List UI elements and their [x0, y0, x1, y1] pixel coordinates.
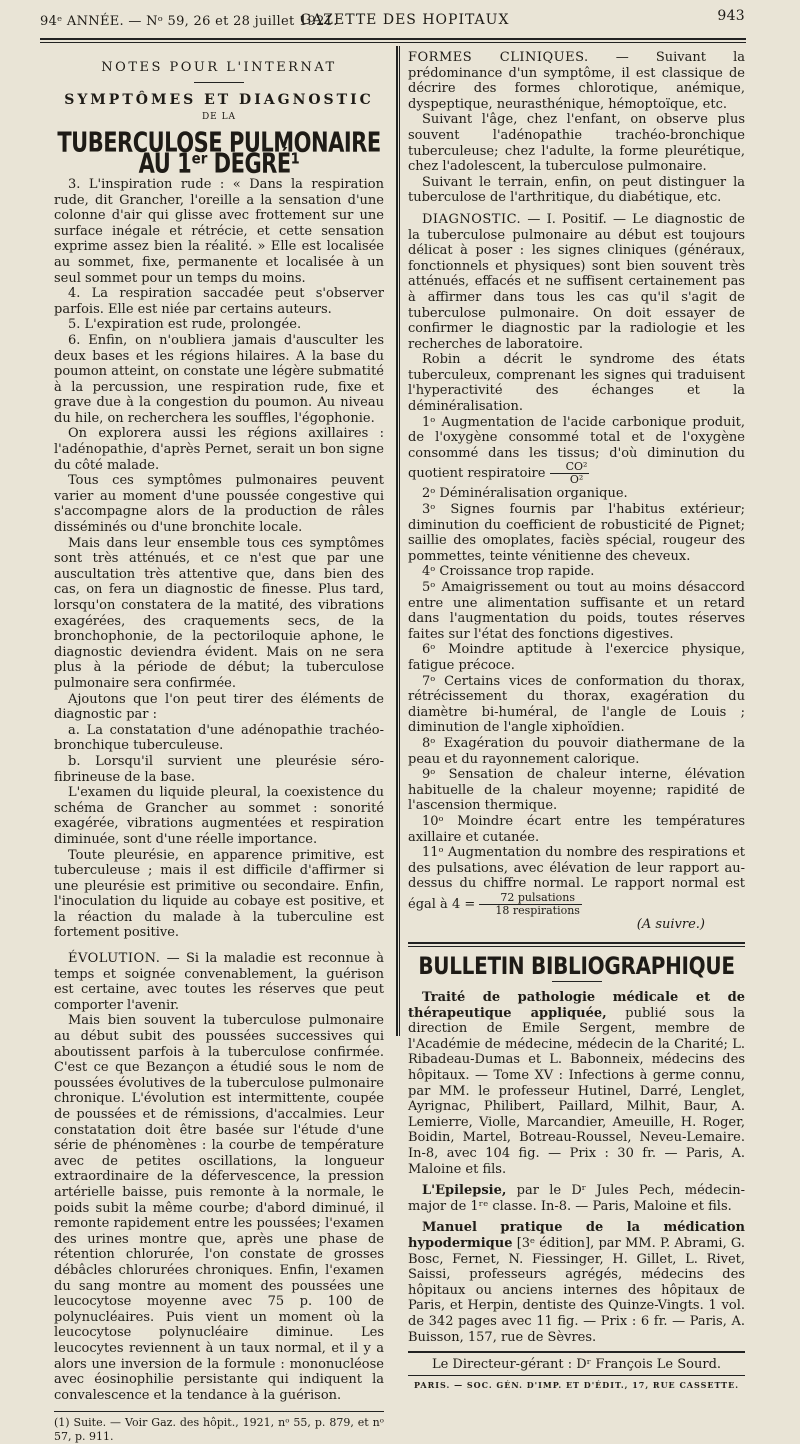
header-rule-thin [40, 42, 746, 43]
bulletin-rule [408, 942, 745, 944]
bulletin-rule-thin [408, 946, 745, 947]
director-line: Le Directeur-gérant : Dʳ François Le Sourd. [431, 1357, 722, 1373]
symptom-text: 1ᵒ Augmentation de l'acide carbonique produit, de l'oxygène consommé total et de l'oxygène consommé dans les tissus; d'où diminution du quotient respiratoire [408, 414, 745, 482]
footnote: (1) Suite. — Voir Gaz. des hôpit., 1921, nᵒ 55, p. 879, et nᵒ 57, p. 911. [54, 1416, 384, 1444]
title-rule [194, 82, 244, 83]
paragraph-diagnostic [408, 212, 745, 352]
bibliography-entry [408, 1183, 745, 1214]
evolution-label: ÉVOLUTION. [68, 951, 161, 967]
notes-title: NOTES POUR L'INTERNAT [101, 60, 337, 75]
printer-line: PARIS. — SOC. GÉN. D'IMP. ET D'ÉDIT., 17, RUE CASSETTE. [413, 1379, 739, 1390]
footnote-rule [54, 1411, 384, 1412]
to-be-continued: (A suivre.) [636, 916, 705, 932]
symptom-item: 4ᵒ Croissance trop rapide. [422, 564, 595, 580]
symptom-item: 2ᵒ Déminéralisation organique. [422, 486, 628, 502]
bulletin-title: BULLETIN BIBLIOGRAPHIQUE [418, 951, 735, 981]
diagnostic-text: — I. Positif. — Le diagnostic de la tuberculose pulmonaire au début est toujours délicat à poser : les signes cliniques (généraux, fonctionnels et physiques) sont bien souvent très atténués, effacés et ne suffisent certainement pas à affirmer dans tous les cas qu'il s'agit de tuberculose pulmonaire. On doit essayer de confirmer le diagnostic par la radiologie et les recherches de laboratoire. [408, 211, 745, 352]
symptom-text: 11ᵒ Augmentation du nombre des respirations et des pulsations, avec élévation de leur rapport au-dessus du chiffre normal. Le rapport normal est égal à 4 = [408, 845, 745, 912]
paragraph: Suivant le terrain, enfin, on peut distinguer la tuberculose de l'arthritique, du diabétique, etc. [408, 174, 745, 206]
symptom-item: 9ᵒ Sensation de chaleur interne, élévation habituelle de la chaleur moyenne; rapidité de l'ascension thermique. [408, 767, 745, 814]
symptom-item: 7ᵒ Certains vices de conformation du thorax, rétrécissement du thorax, exagération du diamètre bi-huméral, de l'angle de Louis ; diminution de l'angle xiphoïdien. [408, 673, 745, 736]
formes-label: FORMES CLINIQUES. [408, 50, 589, 65]
paragraph: 6. Enfin, on n'oubliera jamais d'ausculter les deux bases et les régions hilaires. A la base du poumon atteint, on constate une légère submatité à la percussion, une respiration rude, fixe et grave due à la congestion du poumon. Au niveau du hile, on recherchera les souffles, l'égophonie. [54, 332, 384, 426]
paragraph: b. Lorsqu'il survient une pleurésie séro-fibrineuse de la base. [54, 753, 384, 785]
page-number: 943 [717, 8, 745, 24]
article-title: TUBERCULOSE PULMONAIRE AU 1ᵉʳ DEGRÉ¹ [57, 126, 381, 179]
paragraph: Ajoutons que l'on peut tirer des éléments de diagnostic par : [54, 691, 384, 723]
bulletin-short-rule [552, 981, 602, 982]
symptom-item: 10ᵒ Moindre écart entre les températures axillaire et cutanée. [408, 813, 745, 845]
left-column [54, 56, 384, 1444]
fraction-denominator: 18 respirations [495, 903, 580, 917]
book-details: publié sous la direction de Emile Sergent, membre de l'Académie de médecine, médecin de la Charité; L. Ribadeau-Dumas et L. Babonneix, médecins des hôpitaux. — Tome XV : Infections à germe connu, par MM. le professeur Hutinel, Darré, Lenglet, Ayrignac, Philibert, Paillard, Milhit, Baur, A. Lemierre, Violle, Marcandier, Ameuille, H. Roger, Boidin, Martel, Botreau-Roussel, Neveu-Lemaire. In-8, avec 104 fig. — Prix : 30 fr. — Paris, A. Maloine et fils. [408, 1005, 745, 1177]
book-title: Manuel pratique de la médication hypodermique [408, 1220, 745, 1251]
paragraph: Mais bien souvent la tuberculose pulmonaire au début subit des poussées successives qui aboutissent parfois à la tuberculose confirmée. C'est ce que Bezançon a étudié sous le nom de poussées évolutives de la tuberculose pulmonaire chronique. L'évolution est intermittente, coupée de poussées et de rémissions, d'accalmies. Leur constatation doit être basée sur l'étude d'une série de phénomènes : la courbe de température avec de petites oscillations, la longueur extraordinaire de la défervescence, la pression artérielle baisse, puis remonte à la normale, le poids subit la même courbe; d'abord diminué, il remonte rapidement entre les poussées; l'examen des urines montre que, après une phase de rétention chlorurée, l'on constate de grosses débâcles chlorurées chroniques. Enfin, l'examen du sang montre au moment des poussées une leucocytose moyenne avec 75 p. 100 de polynucléaires. Puis vient un moment où la leucocytose polynucléaire diminue. Les leucocytes reviennent à un taux normal, et il y a alors une inversion de la formule : mononucléose avec éosinophilie persistante qui indiquent la convalescence et la tendance à la guérison. [54, 1013, 384, 1403]
paragraph: Toute pleurésie, en apparence primitive, est tuberculeuse ; mais il est difficile d'affirmer si une pleurésie est primitive ou secondaire. Enfin, l'inoculation du liquide au cobaye est positive, et la réaction du malade à la tuberculine est fortement positive. [54, 847, 384, 941]
paragraph: Suivant l'âge, chez l'enfant, on observe plus souvent l'adénopathie trachéo-bronchique tuberculeuse; chez l'adulte, la forme pleurétique, chez l'adolescent, la tuberculose pulmonaire. [408, 112, 745, 175]
book-title: Traité de pathologie médicale et de thérapeutique appliquée, [408, 990, 745, 1021]
symptom-item [408, 415, 745, 487]
paragraph: L'examen du liquide pleural, la coexistence du schéma de Grancher au sommet : sonorité exagérée, vibrations augmentées et respiration diminuée, sont d'une réelle importance. [54, 785, 384, 847]
symptom-item: 3ᵒ Signes fournis par l'habitus extérieur; diminution du coefficient de robusticité de Pignet; saillie des omoplates, faciès spécial, rougeur des pommettes, teinte vénitienne des cheveux. [408, 502, 745, 564]
formes-text: — Suivant la prédominance d'un symptôme, il est classique de décrire des formes chlorotique, anémique, dyspeptique, neurasthénique, hémoptoïque, etc. [408, 50, 745, 112]
bibliography-entry [408, 990, 745, 1177]
symptom-item: 8ᵒ Exagération du pouvoir diathermane de la peau et du rayonnement calorique. [408, 735, 745, 767]
issue-info: 94ᵉ ANNÉE. — Nᵒ 59, 26 et 28 juillet 1921. [40, 14, 338, 29]
symptom-item: 6ᵒ Moindre aptitude à l'exercice physique, fatigue précoce. [408, 642, 745, 673]
fraction-numerator: CO² [550, 461, 590, 474]
paragraph-formes [408, 50, 745, 112]
fraction-numerator: 72 pulsations [479, 892, 582, 905]
page-header [40, 8, 745, 34]
paragraph-evolution [54, 951, 384, 1013]
book-details: par le Dʳ Jules Pech, médecin-major de 1ʳᵉ classe. In-8. — Paris, Maloine et fils. [408, 1183, 745, 1214]
footer-rule [408, 1351, 745, 1353]
column-divider [396, 46, 398, 1036]
header-rule [40, 38, 746, 40]
paragraph: Tous ces symptômes pulmonaires peuvent varier au moment d'une poussée congestive qui s'accompagne alors de la production de râles disséminés ou d'une bronchite locale. [54, 473, 384, 536]
fraction-pulse-resp [479, 892, 582, 917]
fraction-co2-o2 [550, 461, 590, 486]
book-details: [3ᵉ édition], par MM. P. Abrami, G. Bosc, Fernet, N. Fiessinger, H. Gillet, L. Rivet, Saissi, professeurs agrégés, médecins des hôpitaux ou anciens internes des hôpitaux de Paris, et Herpin, dentiste des Quinze-Vingts. 1 vol. de 342 pages avec 11 fig. — Prix : 6 fr. — Paris, A. Buisson, 157, rue de Sèvres. [408, 1235, 745, 1345]
paragraph: Mais dans leur ensemble tous ces symptômes sont très atténués, et ce n'est que par une auscultation très attentive que, dans bien des cas, on fera un diagnostic de finesse. Plus tard, lorsqu'on constatera de la matité, des vibrations exagérées, des craquements secs, de la bronchophonie, de la pectoriloquie aphone, le diagnostic deviendra évident. Mais on ne sera plus à la période de début; la tuberculose pulmonaire sera confirmée. [54, 535, 384, 691]
symptom-item: 5ᵒ Amaigrissement ou tout au moins désaccord entre une alimentation suffisante et un retard dans l'augmentation du poids, toutes réserves faites sur l'état des fonctions digestives. [408, 580, 745, 642]
book-title: L'Epilepsie, [422, 1183, 507, 1199]
journal-title: GAZETTE DES HOPITAUX [300, 12, 510, 28]
right-column [408, 50, 745, 1393]
diagnostic-label: DIAGNOSTIC. [422, 211, 522, 227]
section-title: SYMPTÔMES ET DIAGNOSTIC [64, 91, 374, 108]
paragraph: 4. La respiration saccadée peut s'observer parfois. Elle est niée par certains auteurs. [54, 286, 384, 317]
fraction-denominator: O² [569, 473, 584, 487]
symptom-item [408, 845, 745, 917]
evolution-text: — Si la maladie est reconnue à temps et soignée convenablement, la guérison est certaine, avec toutes les réserves que peut comporter l'avenir. [54, 951, 384, 1013]
bibliography-entry [408, 1220, 745, 1345]
paragraph: 5. L'expiration est rude, prolongée. [68, 317, 302, 333]
column-divider-thin [399, 46, 400, 1036]
paragraph: On explorera aussi les régions axillaires : l'adénopathie, d'après Pernet, serait un bon signe du côté malade. [54, 426, 384, 473]
paragraph: Robin a décrit le syndrome des états tuberculeux, comprenant les signes qui traduisent l'hyperactivité des échanges et la déminéralisation. [408, 352, 745, 415]
paragraph: 3. L'inspiration rude : « Dans la respiration rude, dit Grancher, l'oreille a la sensation d'une colonne d'air qui glisse avec frottement sur une surface inégale et rétrécie, et cette sensation exprime assez bien la réalité. » Elle est localisée au sommet, fixe, permanente et localisée à un seul sommet pour un temps du moins. [54, 176, 384, 286]
paragraph: a. La constatation d'une adénopathie trachéo-bronchique tuberculeuse. [54, 722, 384, 754]
footer-rule-thin [408, 1375, 745, 1376]
section-subtitle: DE LA [201, 112, 237, 123]
